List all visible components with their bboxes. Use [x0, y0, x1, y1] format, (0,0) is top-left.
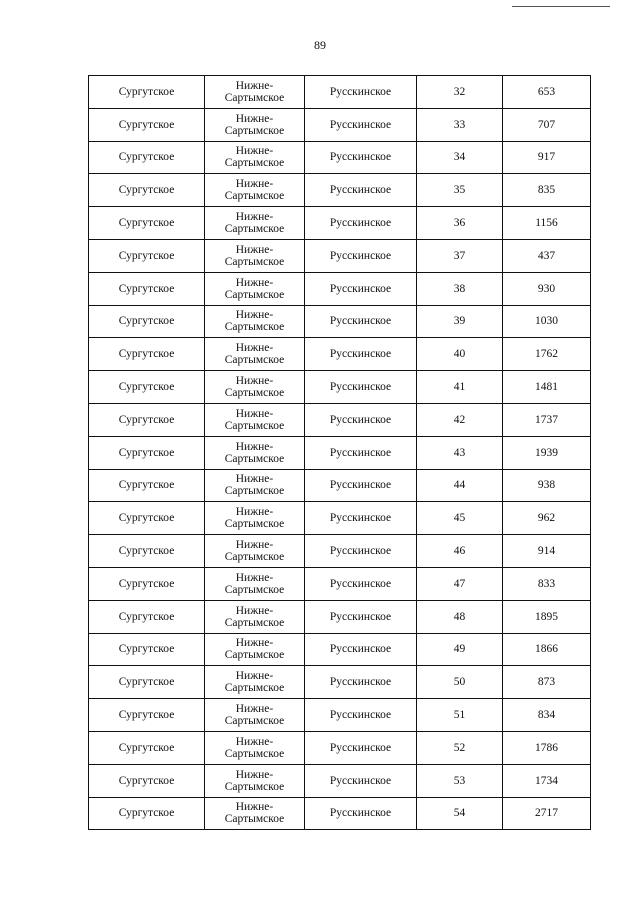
number-cell: 38 — [417, 272, 503, 305]
area-line-1: Нижне- — [235, 342, 274, 355]
district-cell: Сургутское — [89, 76, 205, 109]
page-number: 89 — [314, 38, 326, 52]
area-line-2: Сартымское — [224, 321, 285, 334]
district-cell: Сургутское — [89, 502, 205, 535]
area-cell — [205, 239, 305, 272]
area-line-1: Нижне- — [235, 473, 274, 486]
value-cell: 1156 — [503, 207, 591, 240]
area-line-2: Сартымское — [224, 91, 285, 104]
area-line-1: Нижне- — [235, 309, 274, 322]
number-cell: 36 — [417, 207, 503, 240]
value-cell: 437 — [503, 239, 591, 272]
field-cell: Русскинское — [305, 272, 417, 305]
area-line-2: Сартымское — [224, 452, 285, 465]
field-cell: Русскинское — [305, 76, 417, 109]
area-cell — [205, 797, 305, 830]
table-row — [89, 666, 591, 699]
number-cell: 35 — [417, 174, 503, 207]
area-line-1: Нижне- — [235, 211, 274, 224]
area-line-2: Сартымское — [224, 518, 285, 531]
field-cell: Русскинское — [305, 764, 417, 797]
field-cell: Русскинское — [305, 239, 417, 272]
district-cell: Сургутское — [89, 174, 205, 207]
header-rule — [512, 6, 610, 7]
value-cell: 835 — [503, 174, 591, 207]
district-cell: Сургутское — [89, 371, 205, 404]
area-cell — [205, 567, 305, 600]
area-cell — [205, 371, 305, 404]
field-cell: Русскинское — [305, 371, 417, 404]
value-cell: 1030 — [503, 305, 591, 338]
area-line-2: Сартымское — [224, 354, 285, 367]
district-cell: Сургутское — [89, 207, 205, 240]
value-cell: 938 — [503, 469, 591, 502]
number-cell: 43 — [417, 436, 503, 469]
value-cell: 1895 — [503, 600, 591, 633]
area-cell — [205, 535, 305, 568]
table-row — [89, 108, 591, 141]
field-cell: Русскинское — [305, 174, 417, 207]
area-line-2: Сартымское — [224, 288, 285, 301]
area-line-1: Нижне- — [235, 79, 274, 92]
area-cell — [205, 174, 305, 207]
area-line-1: Нижне- — [235, 407, 274, 420]
area-line-2: Сартымское — [224, 715, 285, 728]
area-cell — [205, 469, 305, 502]
district-cell: Сургутское — [89, 239, 205, 272]
table-row — [89, 436, 591, 469]
table-row — [89, 535, 591, 568]
field-cell: Русскинское — [305, 600, 417, 633]
table-row — [89, 371, 591, 404]
table-row — [89, 272, 591, 305]
area-cell — [205, 141, 305, 174]
number-cell: 32 — [417, 76, 503, 109]
value-cell: 1762 — [503, 338, 591, 371]
district-cell: Сургутское — [89, 141, 205, 174]
district-cell: Сургутское — [89, 535, 205, 568]
area-line-2: Сартымское — [224, 780, 285, 793]
area-line-1: Нижне- — [235, 539, 274, 552]
district-cell: Сургутское — [89, 797, 205, 830]
table-row — [89, 633, 591, 666]
field-cell: Русскинское — [305, 436, 417, 469]
number-cell: 40 — [417, 338, 503, 371]
area-line-2: Сартымское — [224, 747, 285, 760]
area-line-2: Сартымское — [224, 190, 285, 203]
district-cell: Сургутское — [89, 731, 205, 764]
field-cell: Русскинское — [305, 502, 417, 535]
license-table — [88, 75, 591, 830]
area-line-1: Нижне- — [235, 506, 274, 519]
field-cell: Русскинское — [305, 567, 417, 600]
number-cell: 50 — [417, 666, 503, 699]
field-cell: Русскинское — [305, 403, 417, 436]
area-cell — [205, 600, 305, 633]
area-line-1: Нижне- — [235, 145, 274, 158]
field-cell: Русскинское — [305, 207, 417, 240]
number-cell: 33 — [417, 108, 503, 141]
table-row — [89, 305, 591, 338]
number-cell: 46 — [417, 535, 503, 568]
district-cell: Сургутское — [89, 567, 205, 600]
number-cell: 41 — [417, 371, 503, 404]
area-line-1: Нижне- — [235, 604, 274, 617]
value-cell: 1734 — [503, 764, 591, 797]
area-line-1: Нижне- — [235, 375, 274, 388]
table-row — [89, 600, 591, 633]
district-cell: Сургутское — [89, 338, 205, 371]
field-cell: Русскинское — [305, 633, 417, 666]
value-cell: 707 — [503, 108, 591, 141]
area-line-2: Сартымское — [224, 485, 285, 498]
number-cell: 51 — [417, 699, 503, 732]
area-cell — [205, 699, 305, 732]
value-cell: 833 — [503, 567, 591, 600]
area-line-1: Нижне- — [235, 735, 274, 748]
area-line-1: Нижне- — [235, 768, 274, 781]
area-line-2: Сартымское — [224, 649, 285, 662]
district-cell: Сургутское — [89, 436, 205, 469]
field-cell: Русскинское — [305, 699, 417, 732]
district-cell: Сургутское — [89, 108, 205, 141]
value-cell: 653 — [503, 76, 591, 109]
district-cell: Сургутское — [89, 305, 205, 338]
area-line-1: Нижне- — [235, 703, 274, 716]
table-row — [89, 764, 591, 797]
table-row — [89, 699, 591, 732]
area-line-2: Сартымское — [224, 583, 285, 596]
area-line-1: Нижне- — [235, 112, 274, 125]
number-cell: 47 — [417, 567, 503, 600]
value-cell: 1866 — [503, 633, 591, 666]
table-row — [89, 731, 591, 764]
district-cell: Сургутское — [89, 469, 205, 502]
area-line-2: Сартымское — [224, 616, 285, 629]
area-line-1: Нижне- — [235, 243, 274, 256]
district-cell: Сургутское — [89, 403, 205, 436]
table-row — [89, 141, 591, 174]
field-cell: Русскинское — [305, 305, 417, 338]
value-cell: 2717 — [503, 797, 591, 830]
table-row — [89, 469, 591, 502]
area-line-1: Нижне- — [235, 637, 274, 650]
area-line-2: Сартымское — [224, 682, 285, 695]
table-row — [89, 76, 591, 109]
value-cell: 1786 — [503, 731, 591, 764]
area-line-1: Нижне- — [235, 801, 274, 814]
area-cell — [205, 108, 305, 141]
field-cell: Русскинское — [305, 108, 417, 141]
area-cell — [205, 338, 305, 371]
number-cell: 39 — [417, 305, 503, 338]
value-cell: 930 — [503, 272, 591, 305]
area-line-2: Сартымское — [224, 223, 285, 236]
table-row — [89, 174, 591, 207]
value-cell: 1481 — [503, 371, 591, 404]
table-row — [89, 338, 591, 371]
area-line-2: Сартымское — [224, 124, 285, 137]
value-cell: 873 — [503, 666, 591, 699]
area-line-2: Сартымское — [224, 157, 285, 170]
table-row — [89, 797, 591, 830]
area-cell — [205, 76, 305, 109]
field-cell: Русскинское — [305, 141, 417, 174]
value-cell: 834 — [503, 699, 591, 732]
table-row — [89, 567, 591, 600]
value-cell: 962 — [503, 502, 591, 535]
number-cell: 49 — [417, 633, 503, 666]
district-cell: Сургутское — [89, 633, 205, 666]
area-line-2: Сартымское — [224, 419, 285, 432]
value-cell: 914 — [503, 535, 591, 568]
area-cell — [205, 272, 305, 305]
field-cell: Русскинское — [305, 666, 417, 699]
value-cell: 917 — [503, 141, 591, 174]
field-cell: Русскинское — [305, 731, 417, 764]
area-cell — [205, 633, 305, 666]
field-cell: Русскинское — [305, 469, 417, 502]
area-cell — [205, 207, 305, 240]
area-cell — [205, 731, 305, 764]
area-cell — [205, 305, 305, 338]
table-row — [89, 239, 591, 272]
number-cell: 54 — [417, 797, 503, 830]
field-cell: Русскинское — [305, 338, 417, 371]
value-cell: 1939 — [503, 436, 591, 469]
area-line-2: Сартымское — [224, 255, 285, 268]
area-line-1: Нижне- — [235, 276, 274, 289]
number-cell: 53 — [417, 764, 503, 797]
number-cell: 34 — [417, 141, 503, 174]
table-body — [89, 76, 591, 830]
area-line-2: Сартымское — [224, 813, 285, 826]
field-cell: Русскинское — [305, 535, 417, 568]
area-cell — [205, 666, 305, 699]
area-line-1: Нижне- — [235, 440, 274, 453]
district-cell: Сургутское — [89, 699, 205, 732]
area-line-1: Нижне- — [235, 571, 274, 584]
number-cell: 52 — [417, 731, 503, 764]
district-cell: Сургутское — [89, 600, 205, 633]
number-cell: 37 — [417, 239, 503, 272]
table-row — [89, 502, 591, 535]
number-cell: 42 — [417, 403, 503, 436]
area-cell — [205, 502, 305, 535]
area-cell — [205, 436, 305, 469]
district-cell: Сургутское — [89, 666, 205, 699]
district-cell: Сургутское — [89, 272, 205, 305]
area-line-2: Сартымское — [224, 387, 285, 400]
value-cell: 1737 — [503, 403, 591, 436]
number-cell: 48 — [417, 600, 503, 633]
number-cell: 44 — [417, 469, 503, 502]
area-cell — [205, 403, 305, 436]
field-cell: Русскинское — [305, 797, 417, 830]
area-cell — [205, 764, 305, 797]
district-cell: Сургутское — [89, 764, 205, 797]
area-line-1: Нижне- — [235, 178, 274, 191]
area-line-1: Нижне- — [235, 670, 274, 683]
number-cell: 45 — [417, 502, 503, 535]
area-line-2: Сартымское — [224, 551, 285, 564]
table-row — [89, 207, 591, 240]
table-row — [89, 403, 591, 436]
